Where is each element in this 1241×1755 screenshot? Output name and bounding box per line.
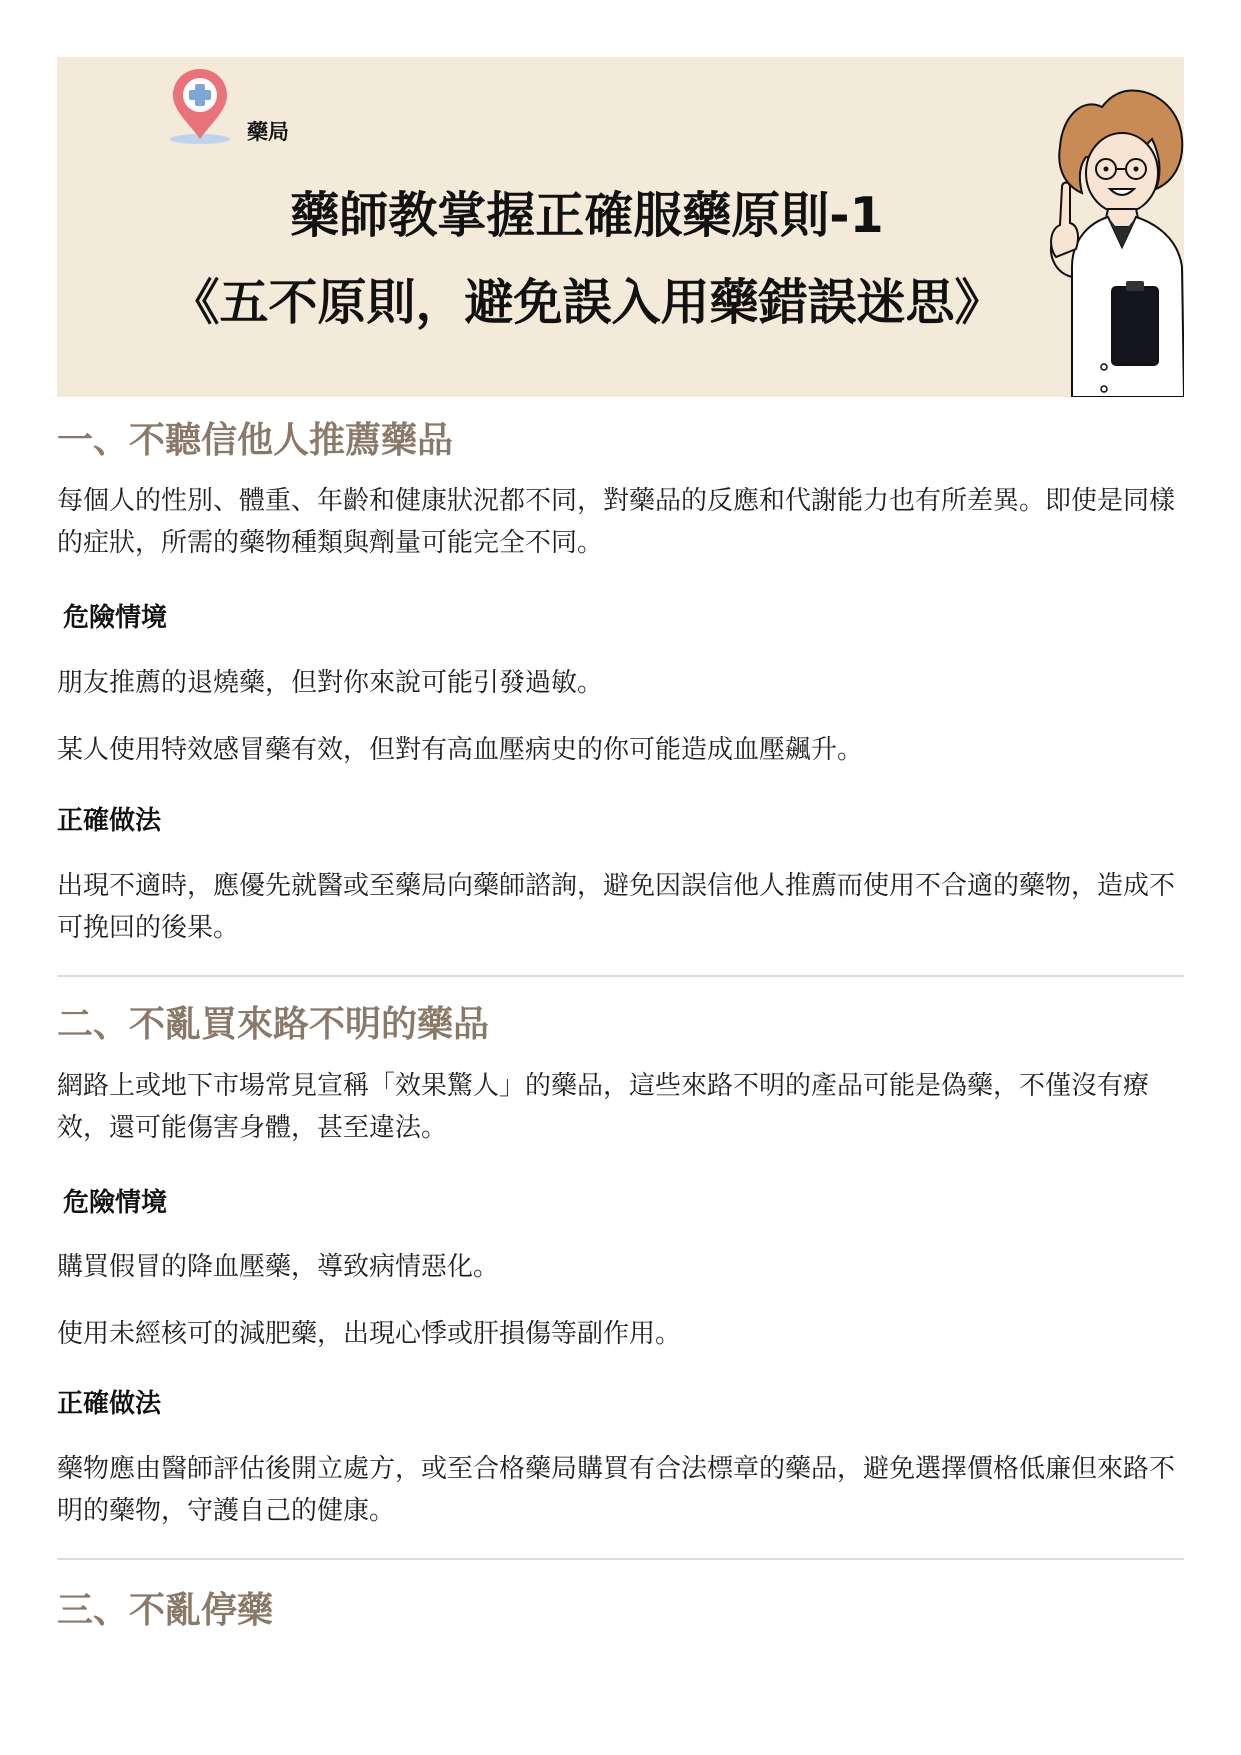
correct-label: 正確做法	[57, 1389, 162, 1419]
danger-item: 使用未經核可的減肥藥，出現心悸或肝損傷等副作用。	[57, 1319, 682, 1349]
danger-label: 危險情境	[63, 1188, 168, 1218]
correct-label: 正確做法	[57, 806, 162, 836]
section-intro: 每個人的性別、體重、年齡和健康狀況都不同，對藥品的反應和代謝能力也有所差異。即使是同樣的症狀，所需的藥物種類與劑量可能完全不同。	[57, 486, 1176, 558]
danger-label: 危險情境	[63, 603, 168, 633]
pharmacy-pin-icon	[167, 65, 237, 147]
section-heading: 三、不亂停藥	[57, 1590, 274, 1631]
divider	[57, 1558, 1184, 1560]
danger-item: 朋友推薦的退燒藥，但對你來說可能引發過敏。	[57, 668, 604, 698]
section-heading: 一、不聽信他人推薦藥品	[57, 420, 454, 461]
correct-text: 藥物應由醫師評估後開立處方，或至合格藥局購買有合法標章的藥品，避免選擇價格低廉但來路不明的藥物，守護自己的健康。	[57, 1454, 1176, 1526]
divider	[57, 975, 1184, 977]
section-intro: 網路上或地下市場常見宣稱「效果驚人」的藥品，這些來路不明的產品可能是偽藥，不僅沒有療效，還可能傷害身體，甚至違法。	[57, 1071, 1150, 1143]
section-heading: 二、不亂買來路不明的藥品	[57, 1004, 490, 1045]
header-banner	[57, 57, 1184, 397]
correct-text: 出現不適時，應優先就醫或至藥局向藥師諮詢，避免因誤信他人推薦而使用不合適的藥物，造成不可挽回的後果。	[57, 871, 1176, 943]
pharmacist-illustration	[1042, 77, 1184, 397]
page-title: 藥師教掌握正確服藥原則-1	[290, 187, 884, 244]
danger-item: 某人使用特效感冒藥有效，但對有高血壓病史的你可能造成血壓飆升。	[57, 735, 864, 765]
danger-item: 購買假冒的降血壓藥，導致病情惡化。	[57, 1252, 500, 1282]
page-subtitle: 《五不原則，避免誤入用藥錯誤迷思》	[170, 274, 1004, 331]
brand-label: 藥局	[247, 120, 289, 144]
